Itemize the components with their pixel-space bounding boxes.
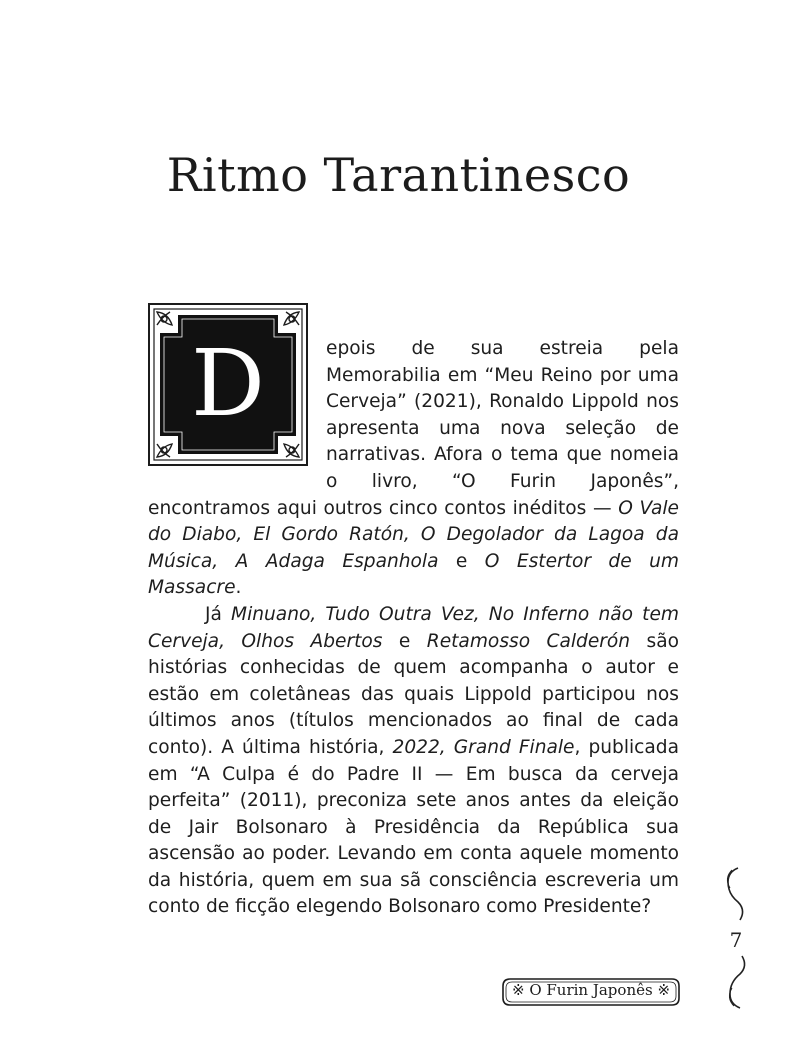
chapter-title: Ritmo Tarantinesco bbox=[166, 148, 631, 202]
footer-book-title: ※ O Furin Japonês ※ bbox=[511, 981, 671, 999]
footer-badge bbox=[502, 978, 680, 1006]
paragraph-1 bbox=[148, 336, 679, 602]
paragraph-1-content: epois de sua estreia pela Memorabilia em “Meu Reino por uma Cerveja” (2021), Ronaldo Lippold nos apresenta uma nova seleção de narrativas. Afora o tema que nomeia o livro, “O Furin Japonês”, encontramos aqui outros cinco contos inéditos — O Vale do Diabo, El Gordo Ratón, O Degolador da Lagoa da Música, A Adaga Espanhola e O Estertor de um Massacre. bbox=[148, 338, 679, 599]
drop-cap-letter: D bbox=[191, 330, 265, 437]
italic-title: O Estertor de um Massacre bbox=[148, 550, 679, 599]
italic-title: Minuano, Tudo Outra Vez, No Inferno não tem Cerveja, Olhos Abertos bbox=[148, 603, 679, 652]
italic-title: 2022, Grand Finale bbox=[392, 736, 575, 758]
page-number-ornament bbox=[716, 866, 756, 1010]
italic-title: O Vale do Diabo, El Gordo Ratón, O Degolador da Lagoa da Música, A Adaga Espanhola bbox=[148, 497, 679, 572]
paragraph-2: Já Minuano, Tudo Outra Vez, No Inferno não tem Cerveja, Olhos Abertos e Retamosso Calderón são histórias conhecidas de quem acompanha o autor e estão em coletâneas das quais Lippold participou nos últimos anos (títulos mencionados ao final de cada conto). A última história, 2022, Grand Finale, publicada em “A Culpa é do Padre II — Em busca da cerveja perfeita” (2011), preconiza sete anos antes da eleição de Jair Bolsonaro à Presidência da República sua ascensão ao poder. Levando em conta aquele momento da história, quem em sua sã consciência escreveria um conto de ficção elegendo Bolsonaro como Presidente? bbox=[148, 603, 679, 918]
page-number: 7 bbox=[729, 928, 743, 952]
body-text bbox=[148, 336, 679, 921]
italic-title: Retamosso Calderón bbox=[426, 630, 631, 652]
